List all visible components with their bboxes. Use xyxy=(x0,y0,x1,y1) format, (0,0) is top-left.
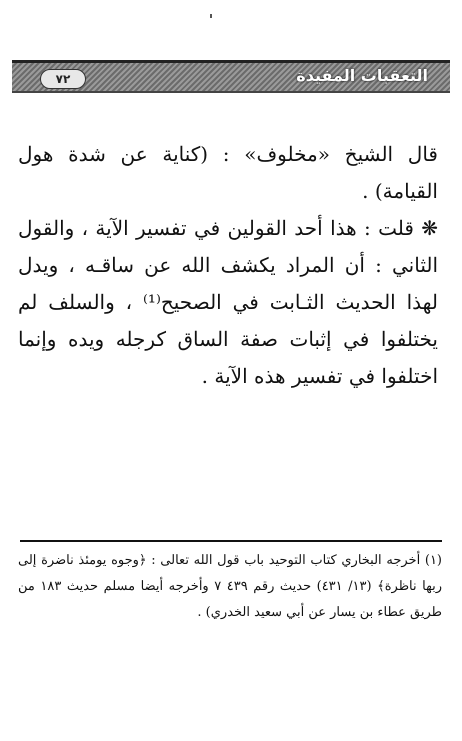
stray-ink-mark xyxy=(210,14,212,18)
paragraph: قال الشيخ «مخلوف» : (كناية عن شدة هول القيامة) . xyxy=(18,142,438,203)
footnote-divider xyxy=(20,540,442,542)
page-number: ٧٢ xyxy=(40,69,86,89)
header-title: التعقبات المفيدة xyxy=(296,66,428,85)
footnote: (١) أخرجه البخاري كتاب التوحيد باب قول الله تعالى : ﴿وجوه يومئذ ناضرة إلى ربها ناظرة﴾ (١٣/ ٤٣١) حديث رقم ٤٣٩ ٧ وأخرجه أيضا مسلم حديث ١٨٣ من طريق عطاء بن يسار عن أبي سعيد الخدري) . xyxy=(18,553,442,620)
footnote-block xyxy=(18,548,442,626)
main-text-block xyxy=(18,136,438,395)
paragraph: ❋ قلت : هذا أحد القولين في تفسير الآية ، والقول الثاني : أن المراد يكشف الله عن ساقـه ، ويدل لهذا الحديث الثـابت في الصحيح⁽¹⁾ ، والسلف لم يختلفوا في إثبات صفة الساق كرجله ويده وإنما اختلفوا في تفسير هذه الآية . xyxy=(18,216,439,388)
running-header xyxy=(12,60,450,93)
